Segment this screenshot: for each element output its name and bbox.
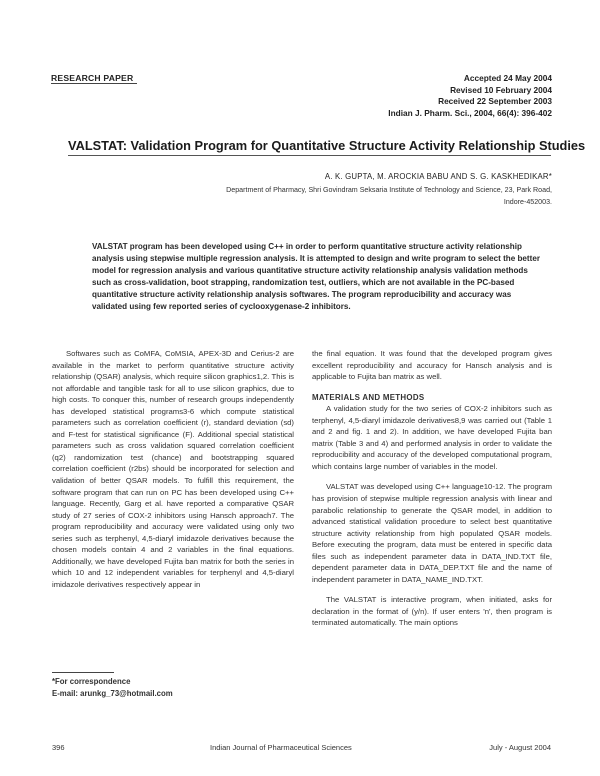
methods-paragraph-2: VALSTAT was developed using C++ language10-12. The program has provision of stepwise multiple regression analysis with linear and parabolic relationship to generate the QSAR model, in addition to advanced statistical validation procedure to select best quantitative structure activity relationship from high populated QSAR models. Before executing the program, data must be entered in specific data files such as independent parameter data in DATA_IND.TXT file, dependent parameter data in DATA_DEP.TXT file and the name of independent parameter in DATA_NAME_IND.TXT.: [312, 482, 552, 584]
body-right-column: [312, 348, 552, 629]
intro-paragraph: Softwares such as CoMFA, CoMSIA, APEX-3D and Cerius-2 are available in the market to perform quantitative structure activity relationship (QSAR) analysis, which require silicon graphics1,2. This is not affordable and tangible task for all to use silicon graphics, due to high costs. To conquer this, number of research groups independently has developed statistical programs3-6 which compute statistical parameters such as correlation coefficient (r), standard deviation (sd) and F-test for statistical significance (F). Additional special statistical parameters such as cross validation squared correlation coefficient (q2) randomization test (chance) and bootstrapping squared correlation coefficient (r2bs) should be incorporated for selection and validation of better QSAR models. To fulfill this requirement, the software program that can run on PC has been developed using C++ language. Recently, Garg et al. have reported a comparative QSAR study of 27 series of COX-2 inhibitors using Hansch approach7. The program reproducibility and accuracy were validated using only two series such as terphenyl, 4,5-diaryl imidazole derivatives because the chosen models contain 4 and 2 variables in the final equations. Additionally, we have developed Fujita ban matrix for both the series in which 10 and 12 independent variables for terphenyl and 4,5-diaryl imidazole derivatives respectively appear in: [52, 349, 294, 589]
footer-journal: Indian Journal of Pharmaceutical Sciences: [210, 743, 352, 752]
section-heading: MATERIALS AND METHODS: [312, 392, 425, 402]
footnote-marker: *For correspondence: [52, 677, 131, 686]
affiliation: Department of Pharmacy, Shri Govindram Seksaria Institute of Technology and Science, 23, Park Road, Indore-452003.: [226, 186, 552, 206]
authors: A. K. GUPTA, M. AROCKIA BABU AND S. G. KASKHEDIKAR*: [324, 172, 552, 181]
methods-paragraph-1: A validation study for the two series of COX-2 inhibitors such as terphenyl, 4,5-diaryl imidazole derivatives8,9 was carried out (Table 1 and 2 and fig. 1 and 2). In addition, we have developed Fujita ban matrix (Table 3 and 4) and performed analysis in order to validate the reproducibility and accuracy of the developed computational program, which contains large number of variables in the model.: [312, 404, 552, 471]
continuation-paragraph: the final equation. It was found that the developed program gives excellent reproducibility and accuracy for Hansch analysis and is applicable to Fujita ban matrix as well.: [312, 349, 552, 382]
title-rule: [68, 155, 551, 156]
section-label-underline: [51, 83, 137, 84]
received-date: Received 22 September 2003: [438, 96, 552, 107]
journal-citation: Indian J. Pharm. Sci., 2004, 66(4): 396-402: [388, 107, 552, 118]
page-number: 396: [52, 743, 65, 752]
correspondence-footnote: [52, 676, 173, 700]
methods-paragraph-3: The VALSTAT is interactive program, when initiated, asks for declaration in the format of (y/n). If user enters 'n', then program is terminated automatically. The main options: [312, 595, 552, 628]
section-label: RESEARCH PAPER: [51, 73, 134, 83]
abstract: VALSTAT program has been developed using C++ in order to perform quantitative structure activity relationship analysis using stepwise multiple regression analysis. It is attempted to design and write program to select the better model for regression analysis and various quantitative structure activity relationship analysis validation methods such as cross-validation, boot strapping, randomization test, outliers, which are not available in the PC-based quantitative structure activity relationship analysis softwares. The program reproducibility and accuracy was validated using few reported series of cyclooxygenase-2 inhibitors.: [92, 242, 540, 312]
footnote-email: E-mail: arunkg_73@hotmail.com: [52, 689, 173, 698]
footer-issue: July - August 2004: [489, 743, 551, 752]
publication-history: [388, 73, 552, 119]
body-left-column: [52, 348, 294, 590]
paper-title: VALSTAT: Validation Program for Quantitative Structure Activity Relationship Studies: [68, 138, 586, 153]
accepted-date: Accepted 24 May 2004: [463, 73, 552, 83]
revised-date: Revised 10 February 2004: [450, 84, 552, 95]
footnote-rule: [52, 672, 114, 673]
